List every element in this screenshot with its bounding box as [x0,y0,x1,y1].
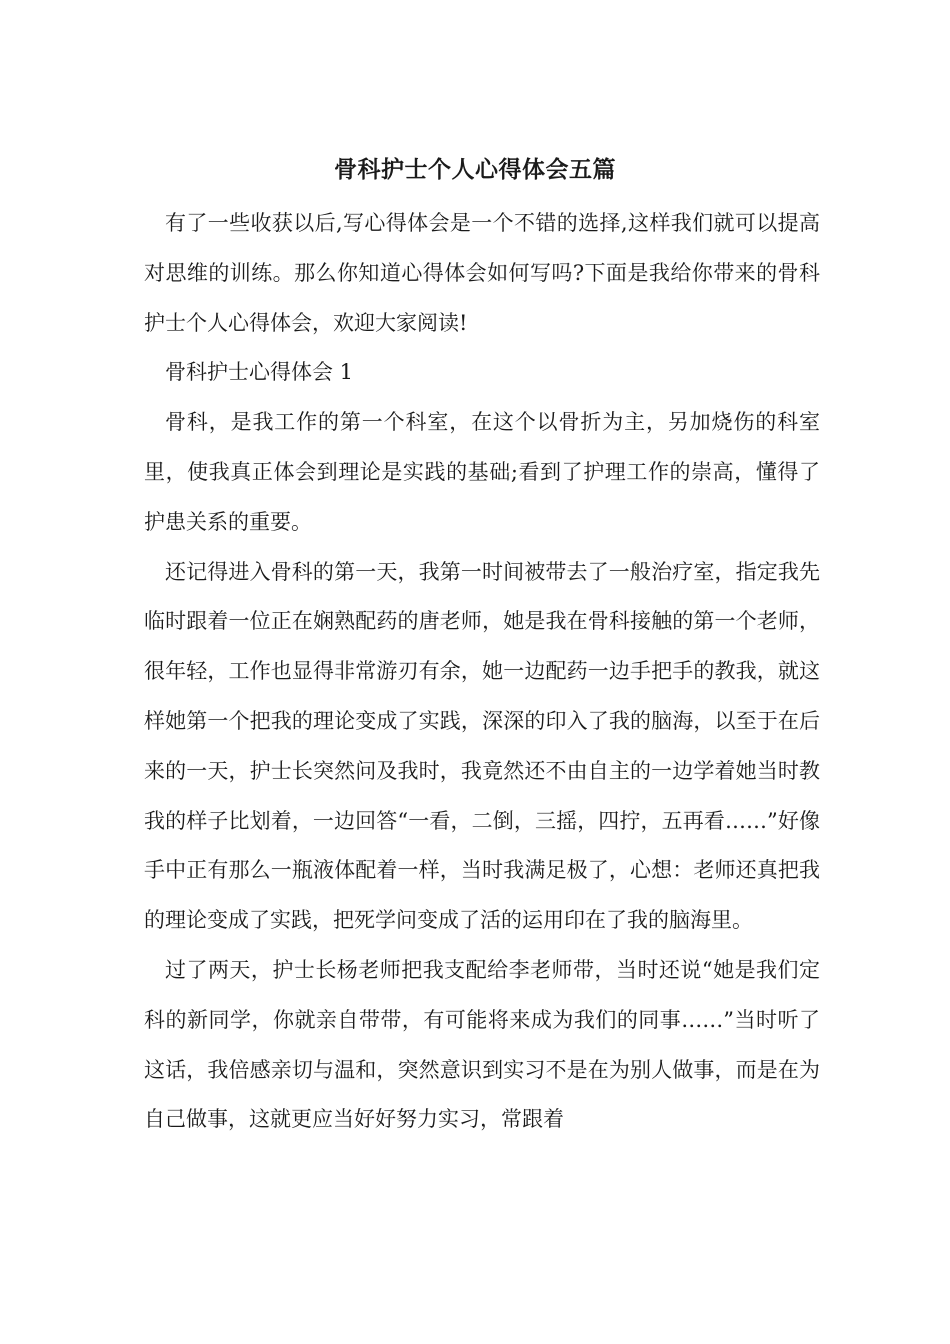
section-heading: 骨科护士心得体会 1 [165,360,354,385]
intro-paragraph: 有了一些收获以后,写心得体会是一个不错的选择,这样我们就可以提高对思维的训练。那么你知道心得体会如何写吗?下面是我给你带来的骨科护士个人心得体会，欢迎大家阅读! [144,211,820,335]
document-body [144,199,820,1145]
body-paragraph-2: 还记得进入骨科的第一天，我第一时间被带去了一般治疗室，指定我先临时跟着一位正在娴熟配药的唐老师，她是我在骨科接触的第一个老师，很年轻，工作也显得非常游刃有余，她一边配药一边手把手的教我，就这样她第一个把我的理论变成了实践，深深的印入了我的脑海，以至于在后来的一天，护士长突然问及我时，我竟然还不由自主的一边学着她当时教我的样子比划着，一边回答“一看，二倒，三摇，四拧，五再看……”好像手中正有那么一瓶液体配着一样，当时我满足极了，心想：老师还真把我的理论变成了实践，把死学问变成了活的运用印在了我的脑海里。 [144,559,820,933]
body-paragraph-3: 过了两天，护士长杨老师把我支配给李老师带，当时还说“她是我们定科的新同学，你就亲自带带，有可能将来成为我们的同事……”当时听了这话，我倍感亲切与温和，突然意识到实习不是在为别人做事，而是在为自己做事，这就更应当好好努力实习，常跟着 [144,957,820,1132]
document-title: 骨科护士个人心得体会五篇 [334,156,616,183]
body-paragraph-1: 骨科，是我工作的第一个科室，在这个以骨折为主，另加烧伤的科室里，使我真正体会到理论是实践的基础;看到了护理工作的崇高，懂得了护患关系的重要。 [144,410,820,534]
